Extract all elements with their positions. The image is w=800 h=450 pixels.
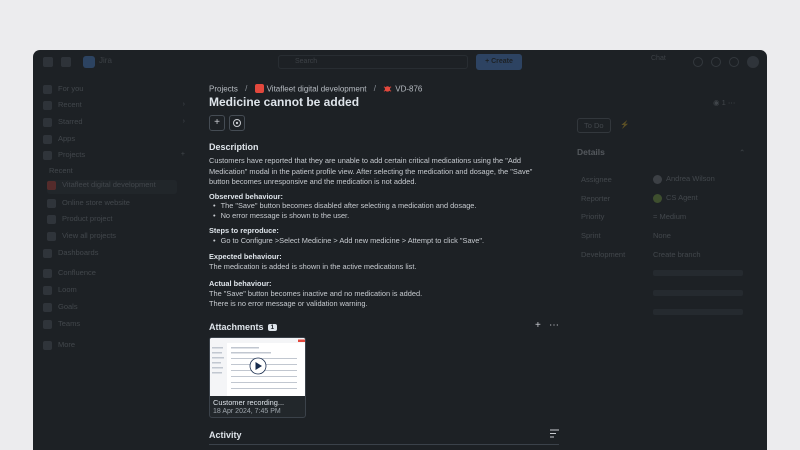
details-value[interactable]: Create branch: [653, 250, 701, 259]
bug-icon: [383, 84, 392, 93]
more-options-button[interactable]: [549, 320, 559, 331]
attachment-card[interactable]: [209, 337, 306, 418]
details-value[interactable]: = Medium: [653, 212, 687, 221]
sidebar-item-projects[interactable]: Projects +: [43, 150, 189, 164]
confluence-icon: [43, 269, 52, 278]
breadcrumb-projects-link[interactable]: Projects: [209, 84, 238, 94]
app-name: Jira: [99, 56, 112, 65]
actual-line: There is no error message or validation warning.: [209, 299, 368, 308]
details-value[interactable]: Andrea Wilson: [653, 174, 715, 184]
placeholder-row: [653, 309, 743, 315]
chevron-up-icon[interactable]: ⌃: [739, 148, 746, 157]
details-label: Sprint: [581, 231, 601, 240]
breadcrumb-issue-key[interactable]: VD-876: [395, 84, 423, 94]
description-intro[interactable]: Customers have reported that they are unable to add certain critical medications using the "Add Medication" modal in the patient profile view. After selecting the medication and dosage, the "Save" button becomes unresponsive and the medication is not added.: [209, 156, 533, 186]
sidebar-section-recent: Recent: [49, 166, 73, 175]
breadcrumb: Projects / Vitafleet digital development / VD-876: [209, 84, 423, 94]
goals-icon: [43, 303, 52, 312]
loom-icon: [43, 286, 52, 295]
details-label: Development: [581, 250, 626, 259]
project-icon: [47, 181, 56, 190]
sort-activity-button[interactable]: [550, 429, 560, 441]
issue-title[interactable]: Medicine cannot be added: [209, 95, 360, 109]
project-icon: [47, 215, 56, 224]
status-dropdown[interactable]: To Do: [577, 118, 611, 133]
avatar[interactable]: [747, 56, 759, 68]
sidebar-toggle-icon[interactable]: [61, 57, 71, 67]
notifications-icon[interactable]: [693, 57, 703, 67]
project-icon: [255, 84, 264, 93]
search-input[interactable]: Search: [278, 55, 468, 69]
details-value[interactable]: None: [653, 231, 671, 240]
details-label: Assignee: [581, 175, 612, 184]
apps-icon: [232, 118, 242, 128]
sidebar-item-apps[interactable]: Apps: [43, 134, 189, 148]
sidebar-item-confluence[interactable]: Confluence: [43, 268, 189, 282]
activity-heading: Activity: [209, 430, 242, 440]
dashboard-icon: [43, 249, 52, 258]
expected-heading: Expected behaviour:: [209, 252, 282, 261]
apps-button[interactable]: [229, 115, 245, 131]
observed-item: • No error message is shown to the user.: [213, 211, 349, 220]
placeholder-row: [653, 290, 743, 296]
breadcrumb-project-link[interactable]: Vitafleet digital development: [266, 84, 367, 94]
clock-icon: [43, 101, 52, 110]
video-thumbnail[interactable]: [210, 338, 306, 396]
folder-icon: [43, 151, 52, 160]
sidebar-item-online-store[interactable]: Online store website: [47, 198, 193, 212]
watch-icon[interactable]: ◉ 1 ⋯: [713, 98, 736, 107]
sidebar-item-for-you[interactable]: For you: [43, 84, 189, 98]
sidebar-item-product-project[interactable]: Product project: [47, 214, 193, 228]
sort-icon: [550, 429, 560, 438]
steps-heading: Steps to reproduce:: [209, 226, 279, 235]
sidebar: [33, 78, 193, 450]
attachments-heading: Attachments 1: [209, 322, 277, 332]
priority-icon: =: [653, 212, 660, 221]
details-label: Priority: [581, 212, 605, 221]
more-icon: [43, 341, 52, 350]
add-button[interactable]: [209, 115, 225, 131]
actual-heading: Actual behaviour:: [209, 279, 272, 288]
sidebar-item-loom[interactable]: Loom: [43, 285, 189, 299]
create-button[interactable]: + Create: [476, 54, 522, 70]
sidebar-item-recent[interactable]: Recent ›: [43, 100, 189, 114]
sidebar-item-teams[interactable]: Teams: [43, 319, 189, 333]
placeholder-row: [653, 270, 743, 276]
plus-icon: +: [214, 117, 220, 128]
top-navigation-bar: [33, 50, 767, 74]
observed-heading: Observed behaviour:: [209, 192, 283, 201]
details-value[interactable]: CS Agent: [653, 193, 698, 203]
star-icon: [43, 118, 52, 127]
app-window: [33, 50, 767, 450]
app-switcher-icon[interactable]: [43, 57, 53, 67]
more-icon: ⋯: [549, 320, 559, 331]
play-icon[interactable]: [250, 358, 266, 374]
observed-item: • The "Save" button becomes disabled after selecting a medication and dosage.: [213, 201, 476, 210]
list-icon: [47, 232, 56, 241]
chat-button[interactable]: Chat: [651, 55, 666, 62]
steps-item: • Go to Configure >Select Medicine > Add new medicine > Attempt to click "Save".: [213, 236, 484, 245]
teams-icon: [43, 320, 52, 329]
settings-icon[interactable]: [729, 57, 739, 67]
plus-icon: +: [535, 320, 541, 331]
add-attachment-button[interactable]: [535, 320, 541, 331]
project-icon: [47, 199, 56, 208]
avatar: [653, 194, 662, 203]
attachment-name: Customer recording...: [213, 398, 285, 407]
description-heading: Description: [209, 142, 259, 152]
lightning-icon[interactable]: ⚡: [620, 120, 630, 129]
help-icon[interactable]: [711, 57, 721, 67]
avatar: [653, 175, 662, 184]
sidebar-item-goals[interactable]: Goals: [43, 302, 189, 316]
sidebar-item-dashboards[interactable]: Dashboards: [43, 248, 189, 262]
sidebar-item-view-all-projects[interactable]: View all projects: [47, 231, 193, 245]
sidebar-item-more[interactable]: More: [43, 340, 189, 354]
details-heading[interactable]: Details: [577, 147, 605, 157]
user-icon: [43, 85, 52, 94]
attachment-date: 18 Apr 2024, 7:45 PM: [213, 408, 281, 415]
expected-text: The medication is added is shown in the active medications list.: [209, 262, 417, 271]
apps-icon: [43, 135, 52, 144]
details-label: Reporter: [581, 194, 611, 203]
actual-line: The "Save" button becomes inactive and no medication is added.: [209, 289, 423, 298]
attachments-count-badge: 1: [268, 324, 278, 331]
sidebar-item-starred[interactable]: Starred ›: [43, 117, 189, 131]
activity-divider: [209, 444, 559, 445]
jira-logo-icon[interactable]: [83, 56, 95, 68]
sidebar-item-vitafleet[interactable]: Vitafleet digital development: [47, 180, 177, 194]
